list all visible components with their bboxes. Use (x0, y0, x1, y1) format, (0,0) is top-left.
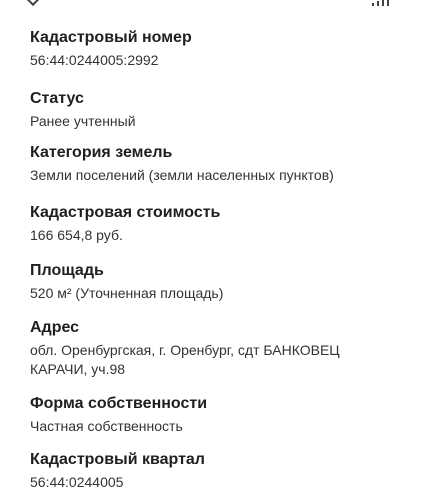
field-cadastral-quarter (30, 450, 430, 492)
field-label: Кадастровая стоимость (30, 204, 221, 221)
field-label: Кадастровый номер (30, 29, 192, 46)
top-strip (0, 0, 440, 12)
chevron-down-icon[interactable] (26, 0, 40, 6)
field-value: Ранее учтенный (30, 113, 136, 129)
field-cadastral-value (30, 203, 430, 245)
field-status (30, 89, 430, 131)
field-label: Форма собственности (30, 395, 208, 412)
field-label: Категория земель (30, 144, 173, 161)
field-value[interactable]: 56:44:0244005 (30, 474, 124, 490)
field-label: Адрес (30, 319, 80, 336)
field-ownership-form (30, 394, 430, 436)
field-label: Площадь (30, 262, 104, 279)
field-cadastral-number (30, 28, 430, 70)
field-value: 520 м² (Уточненная площадь) (30, 285, 224, 301)
field-value: Частная собственность (30, 418, 183, 434)
signal-icon (372, 0, 394, 6)
field-area (30, 261, 430, 303)
field-value: Земли поселений (земли населенных пунктов) (30, 167, 334, 183)
field-value[interactable]: обл. Оренбургская, г. Оренбург, сдт БАНКОВЕЦ КАРАЧИ, уч.98 (30, 342, 340, 377)
field-value[interactable]: 56:44:0244005:2992 (30, 52, 159, 68)
field-value: 166 654,8 руб. (30, 227, 123, 243)
field-label: Статус (30, 90, 84, 107)
field-land-category (30, 143, 430, 185)
field-address (30, 318, 430, 379)
field-label: Кадастровый квартал (30, 451, 205, 468)
